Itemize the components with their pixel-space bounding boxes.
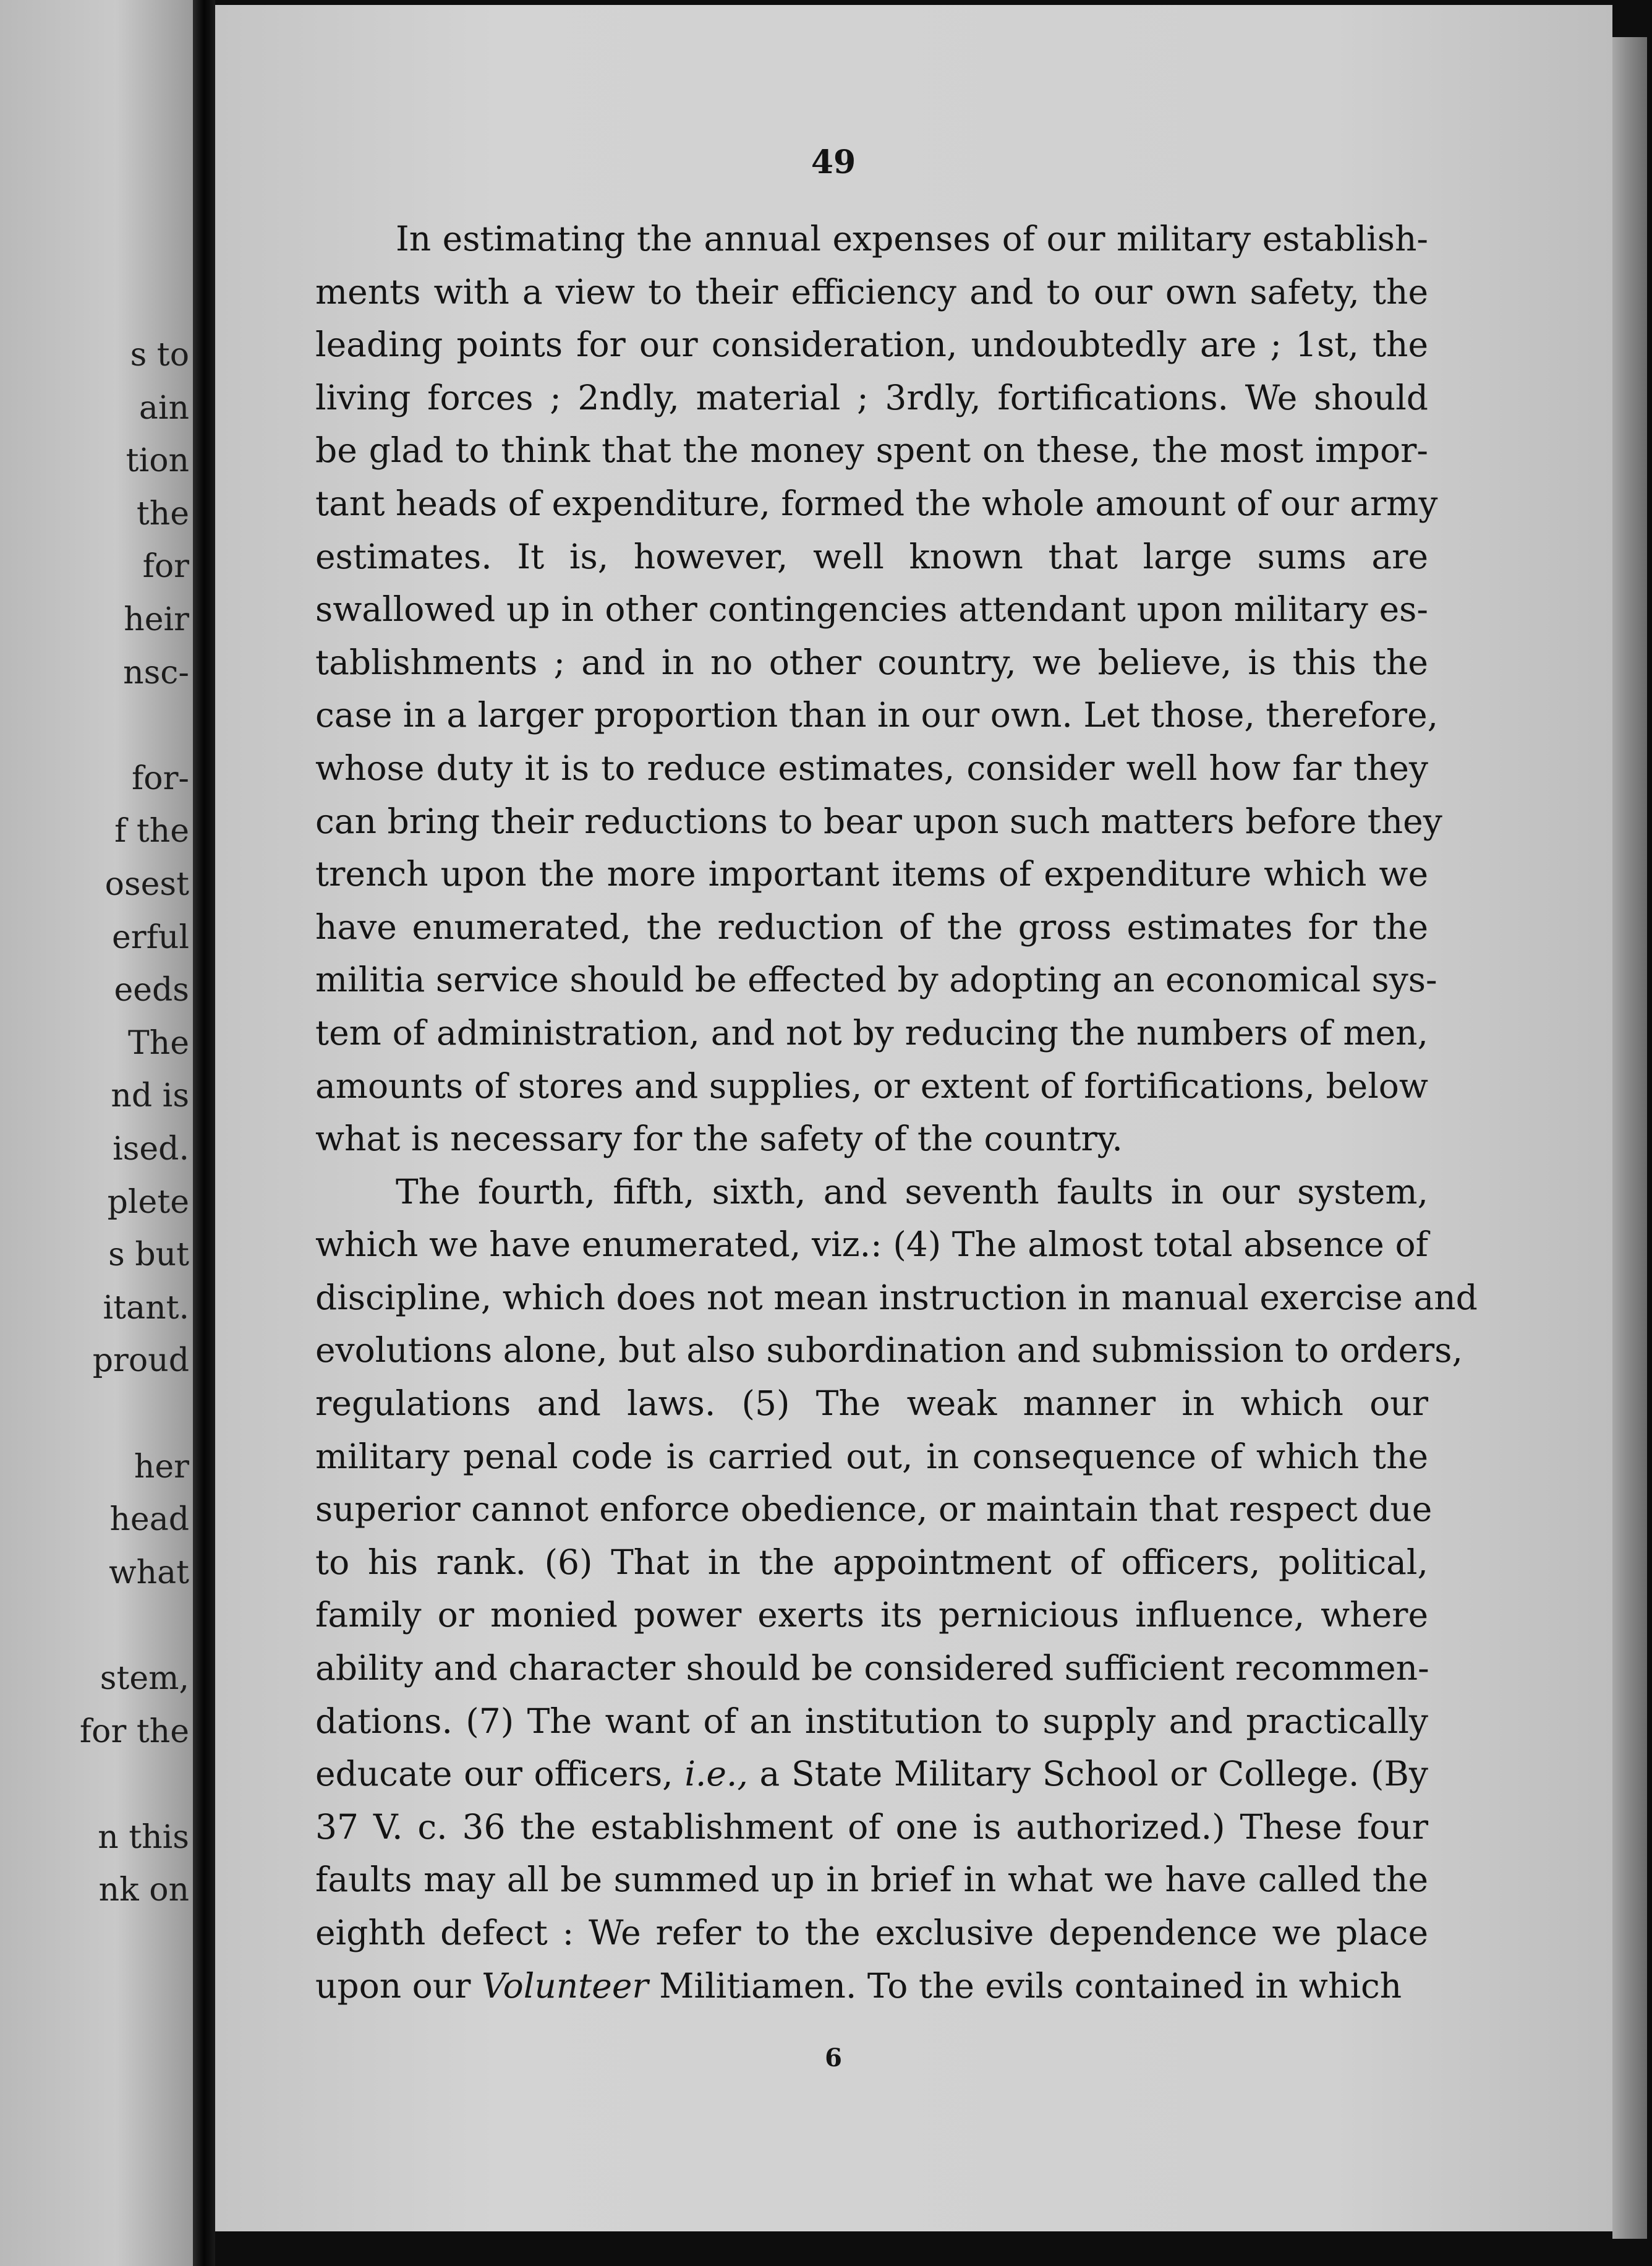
- previous-page-text-fragment: f the: [114, 813, 189, 850]
- previous-page-text-fragment: erful: [112, 918, 189, 956]
- previous-page-text-fragment: stem,: [100, 1660, 189, 1697]
- previous-page-text-fragment: for the: [79, 1712, 189, 1750]
- previous-page-text-fragment: nsc-: [123, 654, 189, 691]
- previous-page-text-fragment: ised.: [113, 1131, 189, 1168]
- previous-page-text-fragment: ain: [138, 389, 189, 427]
- text-line: tablishments ; and in no other country, we believe, is this the: [315, 642, 1428, 682]
- signature-mark: 6: [825, 2043, 842, 2072]
- text-line: ments with a view to their efficiency and to our own safety, the: [315, 271, 1428, 312]
- text-line: superior cannot enforce obedience, or maintain that respect due: [315, 1489, 1433, 1529]
- previous-page-text-fragment: for-: [132, 759, 189, 797]
- text-line: which we have enumerated, viz.: (4) The almost total absence of: [315, 1225, 1428, 1265]
- previous-page-text-fragment: head: [109, 1501, 189, 1539]
- text-line: ability and character should be considered sufficient recommen-: [315, 1648, 1429, 1688]
- text-line: have enumerated, the reduction of the gross estimates for the: [315, 907, 1428, 947]
- text-line: whose duty it is to reduce estimates, consider well how far they: [315, 748, 1428, 788]
- previous-page-text-fragment: nd is: [111, 1077, 189, 1115]
- text-line: to his rank. (6) That in the appointment of officers, political,: [315, 1542, 1428, 1582]
- text-line: regulations and laws. (5) The weak manner in which our: [315, 1383, 1428, 1424]
- previous-page-text-fragment: The: [128, 1024, 189, 1062]
- previous-page-text-fragment: tion: [126, 442, 189, 480]
- text-line: discipline, which does not mean instruction in manual exercise and: [315, 1277, 1478, 1317]
- previous-page-text-fragment: her: [134, 1448, 189, 1486]
- previous-page-text-fragment: for: [142, 548, 189, 586]
- text-line: In estimating the annual expenses of our military establish-: [396, 219, 1428, 259]
- text-line: case in a larger proportion than in our own. Let those, therefore,: [315, 695, 1439, 735]
- previous-page-text-fragment: n this: [98, 1818, 189, 1856]
- body-text: [315, 213, 1478, 2012]
- book-page: [215, 5, 1612, 2231]
- text-line: 37 V. c. 36 the establishment of one is authorized.) These four: [315, 1806, 1428, 1847]
- previous-page-text-fragment: eeds: [114, 972, 189, 1009]
- text-line: living forces ; 2ndly, material ; 3rdly, fortifications. We should: [315, 377, 1428, 417]
- text-line: can bring their reductions to bear upon such matters before they: [315, 801, 1442, 841]
- text-line: faults may all be summed up in brief in what we have called the: [315, 1860, 1428, 1900]
- text-line: military penal code is carried out, in consequence of which the: [315, 1436, 1428, 1476]
- text-line: estimates. It is, however, well known that large sums are: [315, 536, 1428, 576]
- paragraph-1: [315, 213, 1442, 1166]
- text-line: tant heads of expenditure, formed the whole amount of our army: [315, 483, 1438, 523]
- text-line: tem of administration, and not by reducing the numbers of men,: [315, 1012, 1428, 1053]
- text-line: amounts of stores and supplies, or extent of fortifications, below: [315, 1066, 1428, 1106]
- text-line: upon our Volunteer Militiamen. To the evils contained in which: [315, 1965, 1402, 2006]
- book-gutter: [193, 0, 215, 2266]
- paragraph-2: [315, 1166, 1478, 2013]
- text-line: leading points for our consideration, undoubtedly are ; 1st, the: [315, 325, 1428, 365]
- text-line: family or monied power exerts its pernicious influence, where: [315, 1595, 1428, 1635]
- text-line: dations. (7) The want of an institution to supply and practically: [315, 1701, 1428, 1741]
- previous-page-text-fragment: s to: [130, 336, 189, 374]
- text-line: what is necessary for the safety of the country.: [315, 1119, 1123, 1159]
- previous-page-fragment: [0, 0, 193, 2266]
- page-edge: [1612, 37, 1647, 2239]
- page-number: 49: [811, 143, 856, 181]
- previous-page-text-fragment: nk on: [98, 1871, 189, 1909]
- text-line: be glad to think that the money spent on these, the most impor-: [315, 430, 1428, 471]
- previous-page-text-fragment: heir: [124, 601, 189, 638]
- text-line: militia service should be effected by adopting an economical sys-: [315, 960, 1437, 1000]
- previous-page-text-fragment: what: [109, 1554, 189, 1591]
- text-line: evolutions alone, but also subordination and submission to orders,: [315, 1330, 1463, 1370]
- previous-page-text-fragment: s but: [108, 1236, 189, 1274]
- previous-page-text-fragment: itant.: [103, 1289, 189, 1327]
- previous-page-text-fragment: proud: [92, 1342, 189, 1380]
- text-line: eighth defect : We refer to the exclusive dependence we place: [315, 1913, 1428, 1952]
- text-line: The fourth, fifth, sixth, and seventh faults in our system,: [396, 1171, 1428, 1212]
- text-line: swallowed up in other contingencies attendant upon military es-: [315, 589, 1428, 630]
- previous-page-text-fragment: plete: [107, 1183, 189, 1221]
- previous-page-text-fragment: osest: [104, 866, 189, 903]
- text-line: educate our officers, i.e., a State Military School or College. (By: [315, 1754, 1428, 1794]
- text-line: trench upon the more important items of expenditure which we: [315, 854, 1428, 894]
- previous-page-text-fragment: the: [136, 495, 189, 532]
